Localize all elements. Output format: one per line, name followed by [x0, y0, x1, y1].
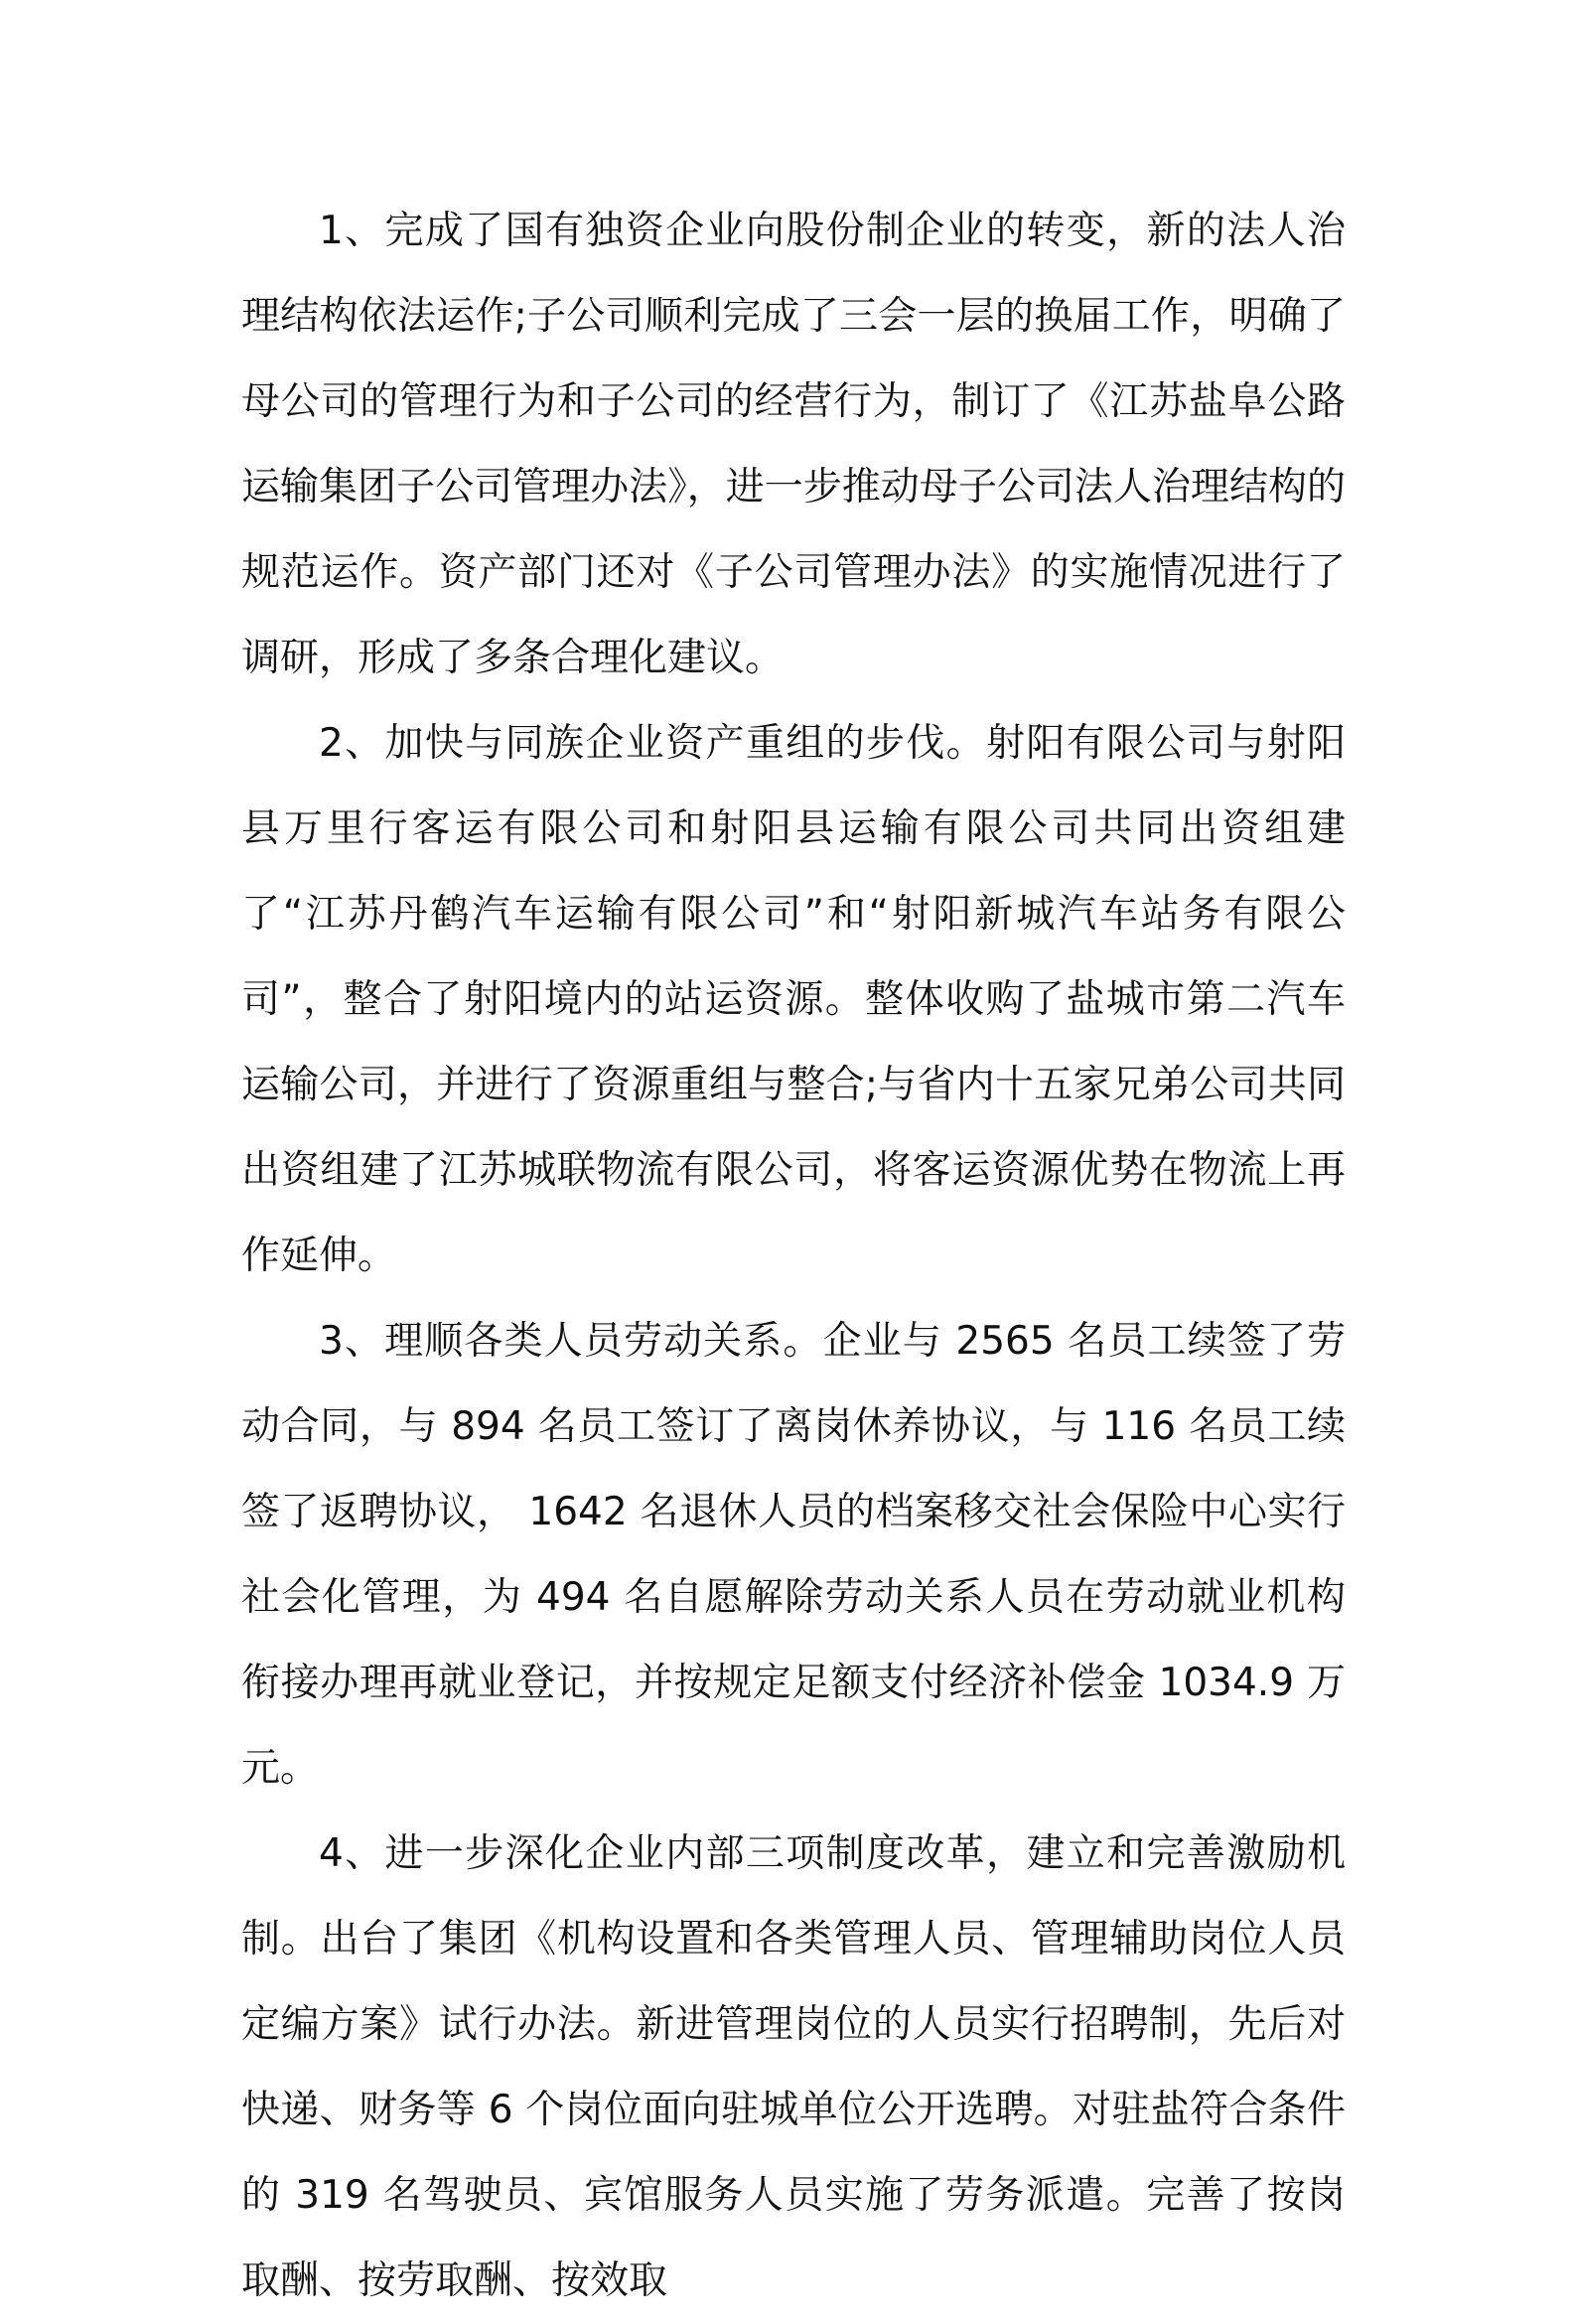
paragraph-4: 4、进一步深化企业内部三项制度改革，建立和完善激励机制。出台了集团《机构设置和各类管理人员、管理辅助岗位人员定编方案》试行办法。新进管理岗位的人员实行招聘制，先后对快递、财务等 6 个岗位面向驻城单位公开选聘。对驻盐符合条件的 319 名驾驶员、宾馆服务人员实施了劳务派遣。完善了按岗取酬、按劳取酬、按效取: [241, 1831, 1346, 2303]
paragraph-3: 3、理顺各类人员劳动关系。企业与 2565 名员工续签了劳动合同，与 894 名员工签订了离岗休养协议，与 116 名员工续签了返聘协议， 1642 名退休人员的档案移交社会保险中心实行社会化管理，为 494 名自愿解除劳动关系人员在劳动就业机构衔接办理再就业登记，并按规定足额支付经济补偿金 1034.9 万元。: [241, 1319, 1346, 1791]
document-body: [241, 189, 1346, 2324]
paragraph-2: 2、加快与同族企业资产重组的步伐。射阳有限公司与射阳县万里行客运有限公司和射阳县运输有限公司共同出资组建了“江苏丹鹤汽车运输有限公司”和“射阳新城汽车站务有限公司”，整合了射阳境内的站运资源。整体收购了盐城市第二汽车运输公司，并进行了资源重组与整合;与省内十五家兄弟公司共同出资组建了江苏城联物流有限公司，将客运资源优势在物流上再作延伸。: [241, 721, 1346, 1278]
paragraph-1: 1、完成了国有独资企业向股份制企业的转变，新的法人治理结构依法运作;子公司顺利完成了三会一层的换届工作，明确了母公司的管理行为和子公司的经营行为，制订了《江苏盐阜公路运输集团子公司管理办法》，进一步推动母子公司法人治理结构的规范运作。资产部门还对《子公司管理办法》的实施情况进行了调研，形成了多条合理化建议。: [241, 209, 1346, 680]
